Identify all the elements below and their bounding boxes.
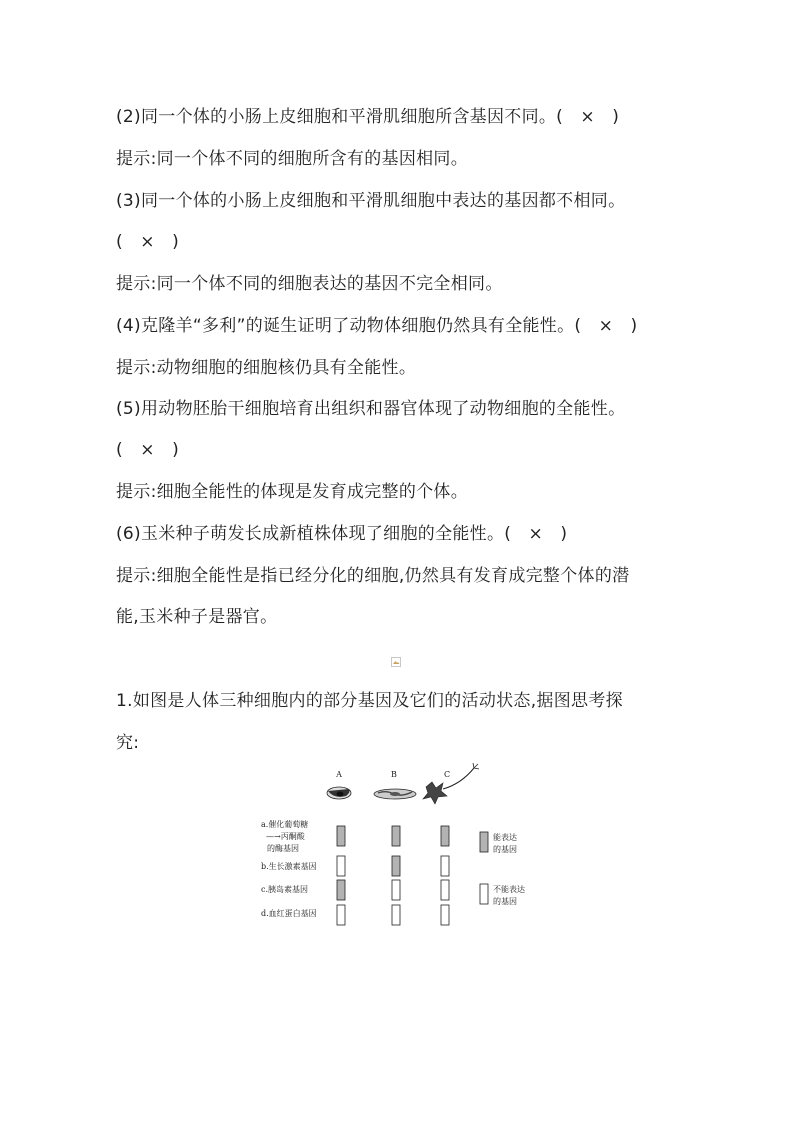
gene-label: b.生长激素基因 [261, 862, 317, 871]
legend-expressed-swatch [480, 832, 488, 852]
text-line: 提示:同一个体不同的细胞表达的基因不完全相同。 [116, 274, 503, 294]
gene-box-expressed [337, 880, 345, 900]
gene-box-not-expressed [337, 856, 345, 876]
text-line: (2)同一个体的小肠上皮细胞和平滑肌细胞所含基因不同。( × ) [116, 107, 620, 127]
text-line: ( × ) [116, 440, 180, 460]
question-line: 1.如图是人体三种细胞内的部分基因及它们的活动状态,据图思考探 [116, 691, 623, 711]
text-line: 提示:动物细胞的细胞核仍具有全能性。 [116, 358, 417, 378]
cell-label: B [391, 770, 397, 779]
gene-expression-figure [250, 762, 550, 937]
gene-label: 的酶基因 [267, 844, 299, 853]
gene-box-grid [337, 826, 449, 925]
text-line: 提示:细胞全能性的体现是发育成完整的个体。 [116, 482, 469, 502]
gene-box-not-expressed [441, 856, 449, 876]
gene-box-not-expressed [441, 905, 449, 925]
cell-b-drawing [374, 789, 416, 799]
text-line: (5)用动物胚胎干细胞培育出组织和器官体现了动物细胞的全能性。 [116, 399, 626, 419]
legend-label: 能表达 [493, 833, 517, 842]
text-line: (6)玉米种子萌发长成新植株体现了细胞的全能性。( × ) [116, 524, 568, 544]
gene-box-expressed [392, 856, 400, 876]
cell-c-drawing [423, 763, 479, 804]
legend-not-expressed-swatch [480, 884, 488, 904]
text-line: 提示:同一个体不同的细胞所含有的基因相同。 [116, 149, 469, 169]
image-placeholder-icon [391, 657, 401, 667]
text-line: (3)同一个体的小肠上皮细胞和平滑肌细胞中表达的基因都不相同。 [116, 191, 626, 211]
gene-box-expressed [337, 826, 345, 846]
gene-label: —→丙酮酸 [266, 832, 305, 841]
text-line: ( × ) [116, 232, 180, 252]
cell-label: C [443, 770, 451, 779]
gene-box-expressed [392, 826, 400, 846]
legend-label: 的基因 [493, 897, 517, 906]
text-line: (4)克隆羊“多利”的诞生证明了动物体细胞仍然具有全能性。( × ) [116, 316, 638, 336]
gene-label: c.胰岛素基因 [261, 885, 309, 894]
text-line: 提示:细胞全能性是指已经分化的细胞,仍然具有发育成完整个体的潜 [116, 566, 630, 586]
gene-box-not-expressed [392, 880, 400, 900]
legend-label: 的基因 [493, 845, 517, 854]
gene-label: d.血红蛋白基因 [261, 909, 317, 918]
legend-label: 不能表达 [493, 885, 525, 894]
question-line: 究: [116, 733, 140, 753]
text-line: 能,玉米种子是器官。 [116, 607, 278, 627]
cell-a-drawing [327, 787, 351, 799]
gene-box-not-expressed [392, 905, 400, 925]
gene-box-not-expressed [441, 880, 449, 900]
gene-label: a.催化葡萄糖 [261, 820, 309, 829]
gene-box-not-expressed [337, 905, 345, 925]
gene-box-expressed [441, 826, 449, 846]
cell-label: A [336, 770, 342, 779]
